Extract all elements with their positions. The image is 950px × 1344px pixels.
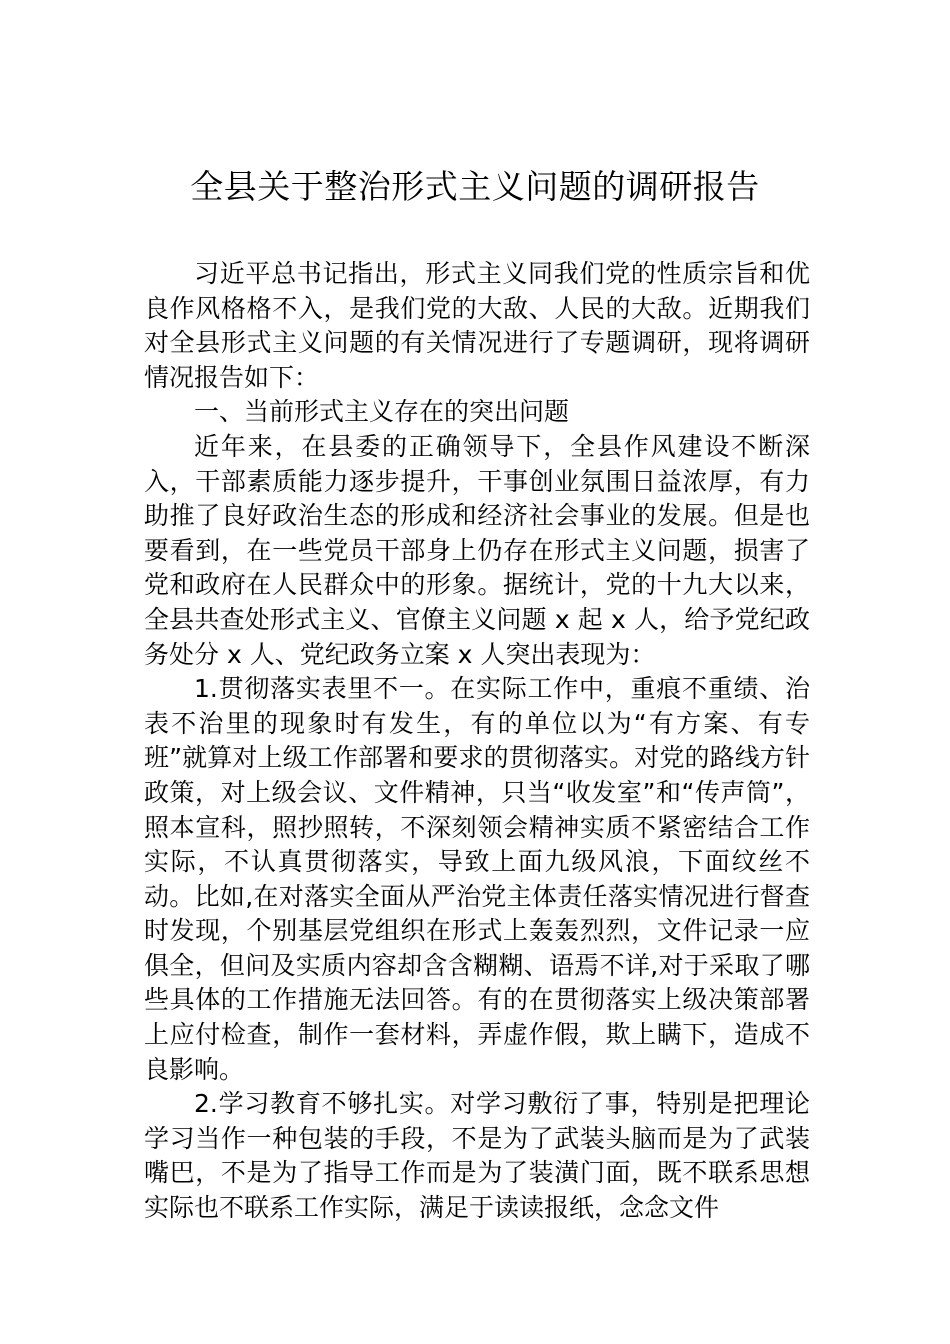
body-paragraph: 近年来，在县委的正确领导下，全县作风建设不断深入，干部素质能力逐步提升，干事创业氛围日益浓厚，有力助推了良好政治生态的形成和经济社会事业的发展。但是也要看到，在一些党员干部身上仍存在形式主义问题，损害了党和政府在人民群众中的形象。据统计，党的十九大以来，全县共查处形式主义、官僚主义问题 x 起 x 人，给予党纪政务处分 x 人、党纪政务立案 x 人突出表现为： — [144, 431, 810, 669]
body-paragraph: 2.学习教育不够扎实。对学习敷衍了事，特别是把理论学习当作一种包装的手段，不是为了武装头脑而是为了武装嘴巴，不是为了指导工作而是为了装潢门面，既不联系思想实际也不联系工作实际，满足于读读报纸，念念文件 — [144, 1089, 810, 1223]
section-heading: 一、当前形式主义存在的突出问题 — [194, 397, 570, 427]
body-paragraph: 1.贯彻落实表里不一。在实际工作中，重痕不重绩、治表不治里的现象时有发生，有的单位以为“有方案、有专班”就算对上级工作部署和要求的贯彻落实。对党的路线方针政策，对上级会议、文件精神，只当“收发室”和“传声筒”，照本宣科，照抄照转，不深刻领会精神实质不紧密结合工作实际，不认真贯彻落实，导致上面九级风浪，下面纹丝不动。比如,在对落实全面从严治党主体责任落实情况进行督查时发现，个别基层党组织在形式上轰轰烈烈，文件记录一应俱全，但问及实质内容却含含糊糊、语焉不详,对于采取了哪些具体的工作措施无法回答。有的在贯彻落实上级决策部署上应付检查，制作一套材料，弄虚作假，欺上瞒下，造成不良影响。 — [144, 674, 810, 1084]
intro-paragraph: 习近平总书记指出，形式主义同我们党的性质宗旨和优良作风格格不入，是我们党的大敌、人民的大敌。近期我们对全县形式主义问题的有关情况进行了专题调研，现将调研情况报告如下： — [144, 259, 810, 392]
document-body — [144, 257, 810, 1226]
document-title: 全县关于整治形式主义问题的调研报告 — [190, 167, 760, 206]
